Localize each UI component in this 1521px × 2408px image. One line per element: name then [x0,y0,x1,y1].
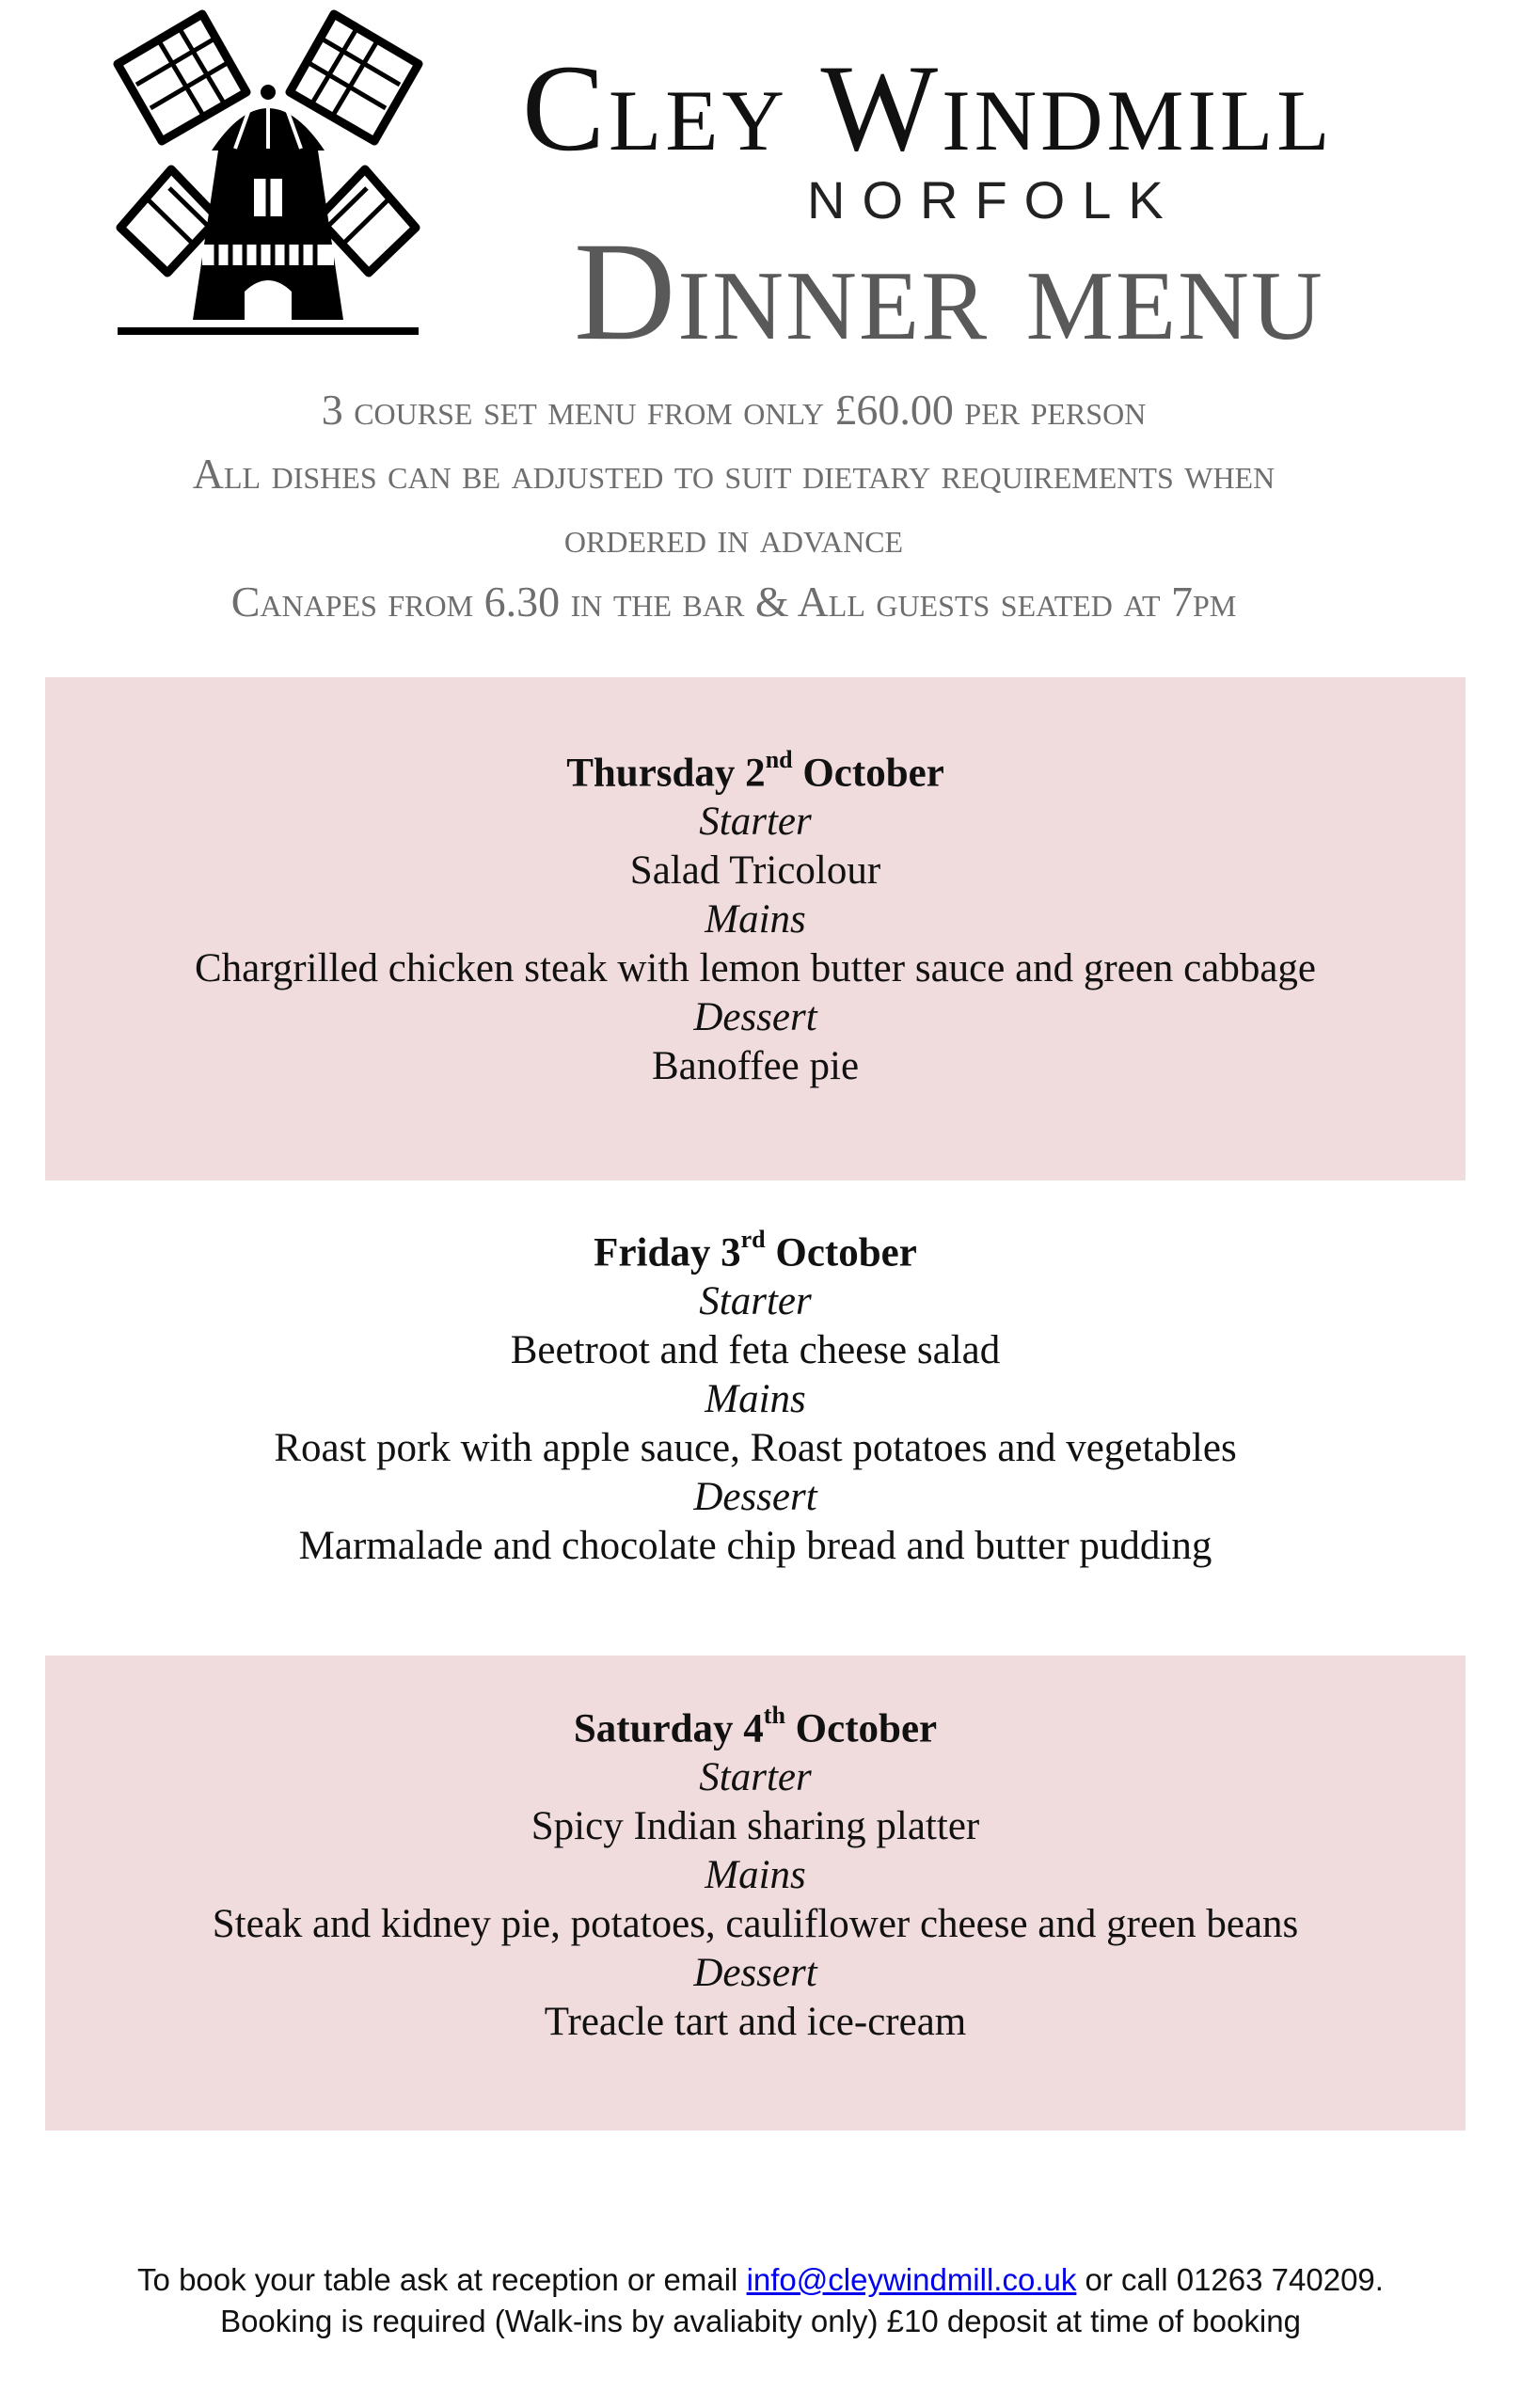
location-subtitle: NORFOLK [807,170,1180,230]
email-link[interactable]: info@cleywindmill.co.uk [746,2262,1077,2297]
restaurant-title: Cley Windmill [522,39,1334,177]
mains-label: Mains [705,1377,806,1422]
starter-label: Starter [699,1755,812,1800]
info-times: Canapes from 6.30 in the bar & All guests seated at 7pm [230,578,1237,626]
dessert-label: Dessert [693,995,817,1040]
mains-dish: Chargrilled chicken steak with lemon butter sauce and green cabbage [195,946,1316,991]
mains-dish: Roast pork with apple sauce, Roast potatoes and vegetables [274,1426,1237,1471]
booking-requirements: Booking is required (Walk-ins by avaliabity only) £10 deposit at time of booking [220,2304,1301,2338]
starter-label: Starter [699,1279,812,1324]
day-date: Saturday 4th October [573,1702,938,1751]
windmill-logo [113,9,423,339]
booking-info-line: To book your table ask at reception or email info@cleywindmill.co.uk or call 01263 740209. [137,2262,1384,2297]
info-dietary-cont: ordered in advance [563,514,904,562]
day-date: Thursday 2nd October [566,746,944,796]
menu-title: Dinner menu [574,214,1324,370]
dessert-dish: Banoffee pie [651,1044,860,1089]
dessert-label: Dessert [693,1475,817,1520]
mains-label: Mains [705,897,806,943]
starter-dish: Salad Tricolour [629,848,881,894]
dessert-dish: Treacle tart and ice-cream [544,2000,967,2045]
dessert-dish: Marmalade and chocolate chip bread and butter pudding [298,1524,1212,1569]
day-menu-saturday [45,1656,1466,2131]
mains-label: Mains [705,1853,806,1898]
starter-dish: Beetroot and feta cheese salad [510,1328,1001,1373]
day-menu-friday [45,1219,1466,1614]
starter-dish: Spicy Indian sharing platter [531,1804,980,1849]
info-price: 3 course set menu from only £60.00 per person [321,386,1147,434]
day-menu-thursday [45,677,1466,1180]
starter-label: Starter [699,800,812,845]
mains-dish: Steak and kidney pie, potatoes, cauliflower cheese and green beans [212,1902,1299,1947]
dessert-label: Dessert [693,1951,817,1996]
info-dietary: All dishes can be adjusted to suit dietary requirements when [192,450,1275,498]
day-date: Friday 3rd October [594,1226,917,1275]
